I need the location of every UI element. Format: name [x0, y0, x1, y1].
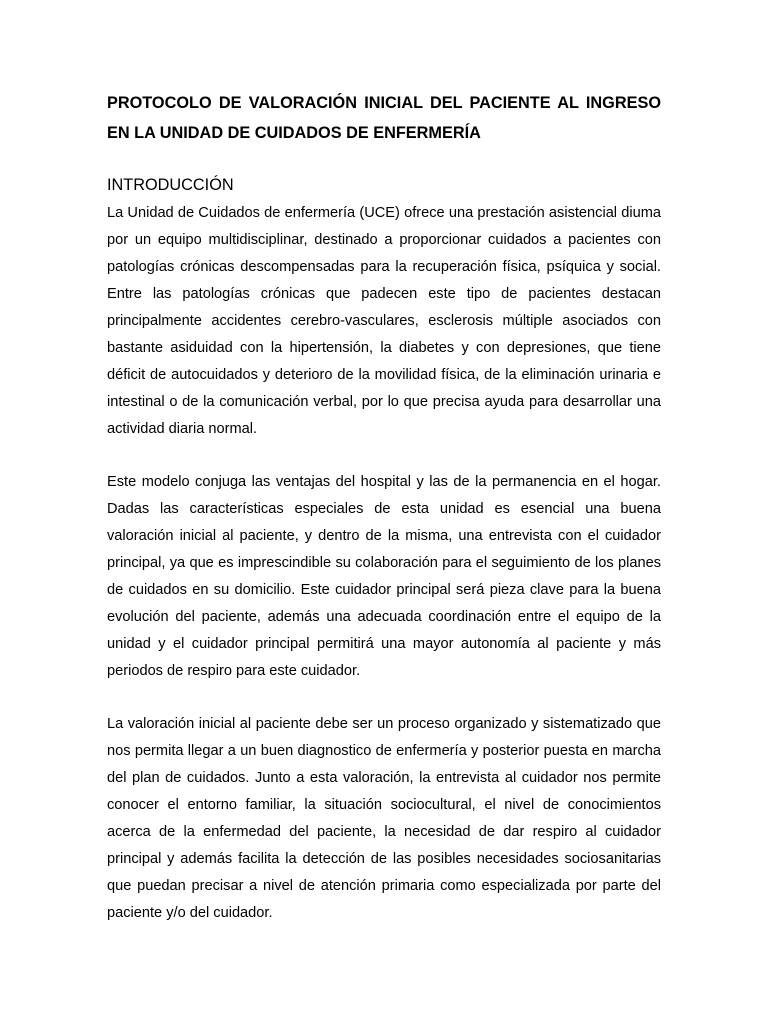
paragraph-1: La Unidad de Cuidados de enfermería (UCE) ofrece una prestación asistencial diuma por un equipo multidisciplinar, destinado a proporcionar cuidados a pacientes con patologías crónicas descompensadas para la recuperación física, psíquica y social. Entre las patologías crónicas que padecen este tipo de pacientes destacan principalmente accidentes cerebro-vasculares, esclerosis múltiple asociados con bastante asiduidad con la hipertensión, la diabetes y con depresiones, que tiene déficit de autocuidados y deterioro de la movilidad física, de la eliminación urinaria e intestinal o de la comunicación verbal, por lo que precisa ayuda para desarrollar una actividad diaria normal. [107, 205, 661, 437]
section-heading-introduccion: INTRODUCCIÓN [107, 176, 234, 194]
document-page [107, 88, 661, 953]
paragraph-3: La valoración inicial al paciente debe ser un proceso organizado y sistematizado que nos permita llegar a un buen diagnostico de enfermería y posterior puesta en marcha del plan de cuidados. Junto a esta valoración, la entrevista al cuidador nos permite conocer el entorno familiar, la situación sociocultural, el nivel de conocimientos acerca de la enfermedad del paciente, la necesidad de dar respiro al cuidador principal y además facilita la detección de las posibles necesidades sociosanitarias que puedan precisar a nivel de atención primaria como especializada por parte del paciente y/o del cuidador. [107, 716, 661, 921]
document-title: PROTOCOLO DE VALORACIÓN INICIAL DEL PACIENTE AL INGRESO EN LA UNIDAD DE CUIDADOS DE ENFERMERÍA [107, 94, 661, 142]
paragraph-2: Este modelo conjuga las ventajas del hospital y las de la permanencia en el hogar. Dadas las características especiales de esta unidad es esencial una buena valoración inicial al paciente, y dentro de la misma, una entrevista con el cuidador principal, ya que es imprescindible su colaboración para el seguimiento de los planes de cuidados en su domicilio. Este cuidador principal será pieza clave para la buena evolución del paciente, además una adecuada coordinación entre el equipo de la unidad y el cuidador principal permitirá una mayor autonomía al paciente y más periodos de respiro para este cuidador. [107, 474, 661, 679]
